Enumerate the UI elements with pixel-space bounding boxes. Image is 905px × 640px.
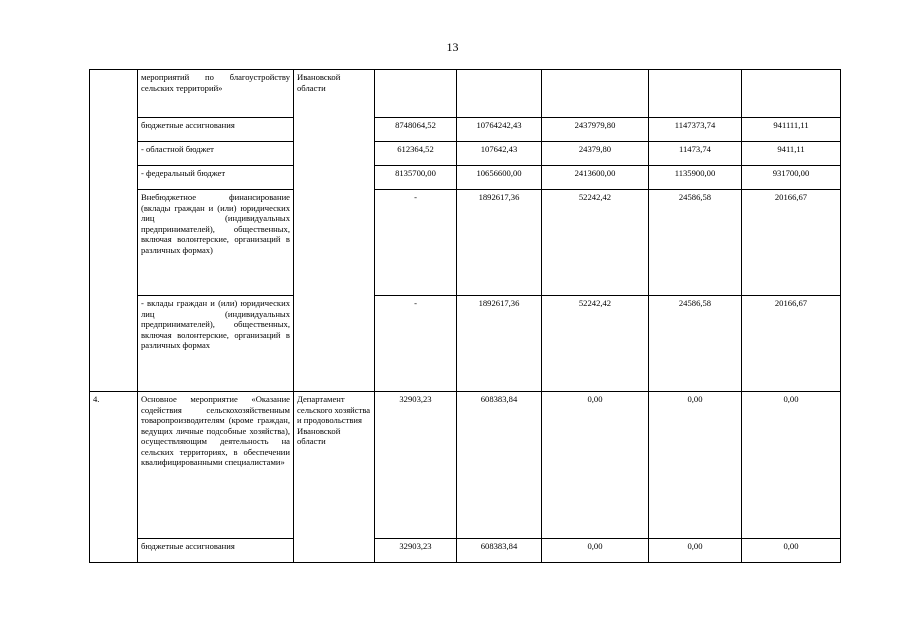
value-cell: 0,00: [649, 539, 742, 563]
row-description: Основное мероприятие «Оказание содействия сельскохозяйственным товаропроизводителям (кроме граждан, ведущих личные подсобные хозяйства), осуществляющим деятельность на сельских территориях, в обеспечении квалифицированными специалистами»: [138, 392, 294, 539]
value-cell: 20166,67: [742, 296, 841, 392]
value-cell: [542, 70, 649, 118]
value-cell: 612364,52: [375, 142, 457, 166]
value-cell: 1892617,36: [457, 190, 542, 296]
table-row: [90, 118, 841, 142]
value-cell: 9411,11: [742, 142, 841, 166]
value-cell: 931700,00: [742, 166, 841, 190]
value-cell: 10764242,43: [457, 118, 542, 142]
value-cell: 32903,23: [375, 392, 457, 539]
value-cell: 24586,58: [649, 190, 742, 296]
value-cell: 11473,74: [649, 142, 742, 166]
value-cell: 1147373,74: [649, 118, 742, 142]
table-row: [90, 392, 841, 539]
row-description: - вклады граждан и (или) юридических лиц (индивидуальных предпринимателей), общественных, включая волонтерские, организаций в различных формах: [138, 296, 294, 392]
value-cell: [457, 70, 542, 118]
value-cell: 24379,80: [542, 142, 649, 166]
value-cell: 20166,67: [742, 190, 841, 296]
row-executor: Департамент сельского хозяйства и продовольствия Ивановской области: [294, 392, 375, 563]
table-row: [90, 70, 841, 118]
value-cell: 0,00: [649, 392, 742, 539]
page-number: 13: [446, 40, 459, 54]
value-cell: 1892617,36: [457, 296, 542, 392]
table-row: [90, 166, 841, 190]
value-cell: 0,00: [742, 392, 841, 539]
value-cell: 0,00: [742, 539, 841, 563]
value-cell: [375, 70, 457, 118]
table-row: [90, 190, 841, 296]
value-cell: -: [375, 296, 457, 392]
value-cell: 2413600,00: [542, 166, 649, 190]
table-row: [90, 296, 841, 392]
row-description: - федеральный бюджет: [138, 166, 294, 190]
row-index-cell: 4.: [90, 392, 138, 563]
row-description: - областной бюджет: [138, 142, 294, 166]
value-cell: [649, 70, 742, 118]
value-cell: -: [375, 190, 457, 296]
row-index-cell: [90, 70, 138, 392]
value-cell: 24586,58: [649, 296, 742, 392]
value-cell: 608383,84: [457, 539, 542, 563]
value-cell: 52242,42: [542, 190, 649, 296]
value-cell: 608383,84: [457, 392, 542, 539]
value-cell: 8135700,00: [375, 166, 457, 190]
row-executor: Ивановской области: [294, 70, 375, 392]
table-row: [90, 142, 841, 166]
value-cell: 8748064,52: [375, 118, 457, 142]
table-row: [90, 539, 841, 563]
value-cell: 2437979,80: [542, 118, 649, 142]
value-cell: 0,00: [542, 392, 649, 539]
value-cell: 0,00: [542, 539, 649, 563]
budget-table: [89, 69, 841, 563]
value-cell: 941111,11: [742, 118, 841, 142]
value-cell: 52242,42: [542, 296, 649, 392]
value-cell: [742, 70, 841, 118]
value-cell: 107642,43: [457, 142, 542, 166]
value-cell: 1135900,00: [649, 166, 742, 190]
row-description: бюджетные ассигнования: [138, 118, 294, 142]
row-description: бюджетные ассигнования: [138, 539, 294, 563]
value-cell: 32903,23: [375, 539, 457, 563]
row-description: мероприятий по благоустройству сельских территорий»: [138, 70, 294, 118]
row-description: Внебюджетное финансирование (вклады граждан и (или) юридических лиц (индивидуальных предпринимателей), общественных, включая волонтерские, организаций в различных формах): [138, 190, 294, 296]
value-cell: 10656600,00: [457, 166, 542, 190]
